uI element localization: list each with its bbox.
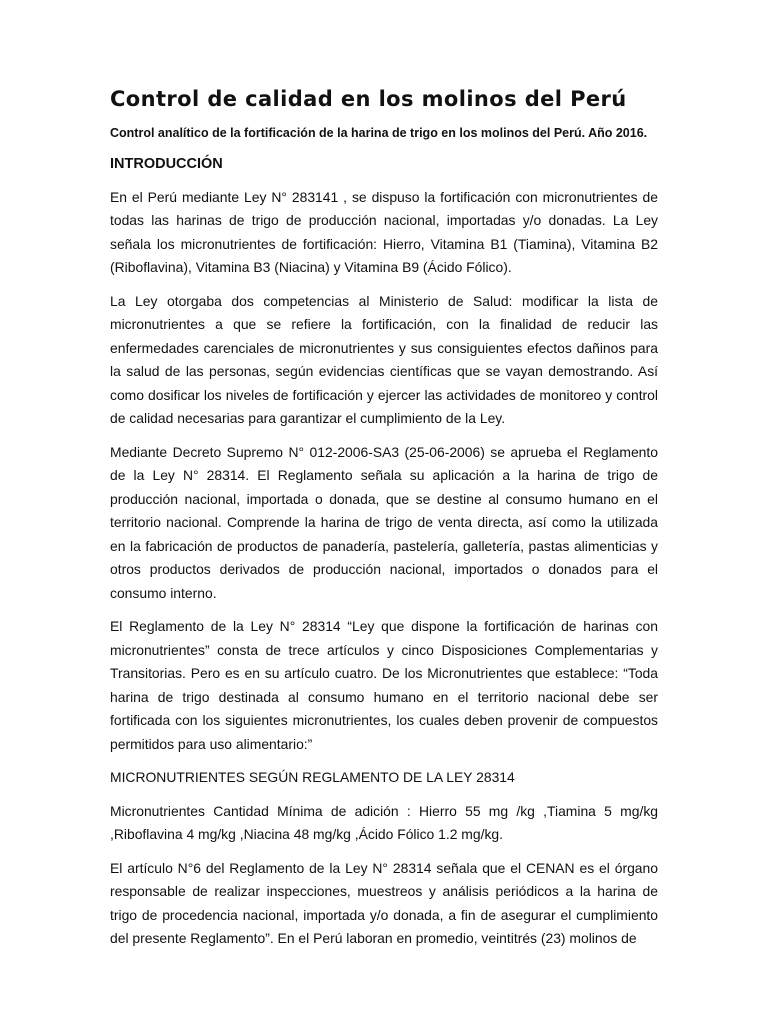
section-heading-introduccion: INTRODUCCIÓN xyxy=(110,155,223,172)
micronutrients-heading: MICRONUTRIENTES SEGÚN REGLAMENTO DE LA LEY 28314 xyxy=(110,769,515,786)
paragraph-2: La Ley otorgaba dos competencias al Ministerio de Salud: modificar la lista de micronutrientes a que se refiere la fortificación, con la finalidad de reducir las enfermedades carenciales de micronutrientes y sus consiguientes efectos dañinos para la salud de las personas, según evidencias científicas que se vayan demostrando. Así como dosificar los niveles de fortificación y ejercer las actividades de monitoreo y control de calidad necesarias para garantizar el cumplimiento de la Ley. xyxy=(110,292,658,427)
document-title: Control de calidad en los molinos del Perú xyxy=(110,87,627,111)
paragraph-1: En el Perú mediante Ley N° 283141 , se dispuso la fortificación con micronutrientes de todas las harinas de trigo de producción nacional, importadas y/o donadas. La Ley señala los micronutrientes de fortificación: Hierro, Vitamina B1 (Tiamina), Vitamina B2 (Riboflavina), Vitamina B3 (Niacina) y Vitamina B9 (Ácido Fólico). xyxy=(110,188,658,276)
micronutrients-list: Micronutrientes Cantidad Mínima de adición : Hierro 55 mg /kg ,Tiamina 5 mg/kg ,Riboflavina 4 mg/kg ,Niacina 48 mg/kg ,Ácido Fólico 1.2 mg/kg. xyxy=(110,802,658,843)
paragraph-4: El Reglamento de la Ley N° 28314 “Ley que dispone la fortificación de harinas con micronutrientes” consta de trece artículos y cinco Disposiciones Complementarias y Transitorias. Pero es en su artículo cuatro. De los Micronutrientes que establece: “Toda harina de trigo destinada al consumo humano en el territorio nacional debe ser fortificada con los siguientes micronutrientes, los cuales deben provenir de compuestos permitidos para uso alimentario:” xyxy=(110,618,658,752)
closing-paragraph: El artículo N°6 del Reglamento de la Ley N° 28314 señala que el CENAN es el órgano responsable de realizar inspecciones, muestreos y análisis periódicos a la harina de trigo de procedencia nacional, importada y/o donada, a fin de asegurar el cumplimiento del presente Reglamento”. En el Perú laboran en promedio, veintitrés (23) molinos de xyxy=(110,859,658,947)
document-page xyxy=(110,86,658,961)
document-subtitle: Control analítico de la fortificación de la harina de trigo en los molinos del Perú. Año 2016. xyxy=(110,126,648,141)
paragraph-3: Mediante Decreto Supremo N° 012-2006-SA3 (25-06-2006) se aprueba el Reglamento de la Ley N° 28314. El Reglamento señala su aplicación a la harina de trigo de producción nacional, importada o donada, que se destine al consumo humano en el territorio nacional. Comprende la harina de trigo de venta directa, así como la utilizada en la fabricación de productos de panadería, pastelería, galletería, pastas alimenticias y otros productos derivados de producción nacional, importados o donados para el consumo interno. xyxy=(110,443,658,601)
